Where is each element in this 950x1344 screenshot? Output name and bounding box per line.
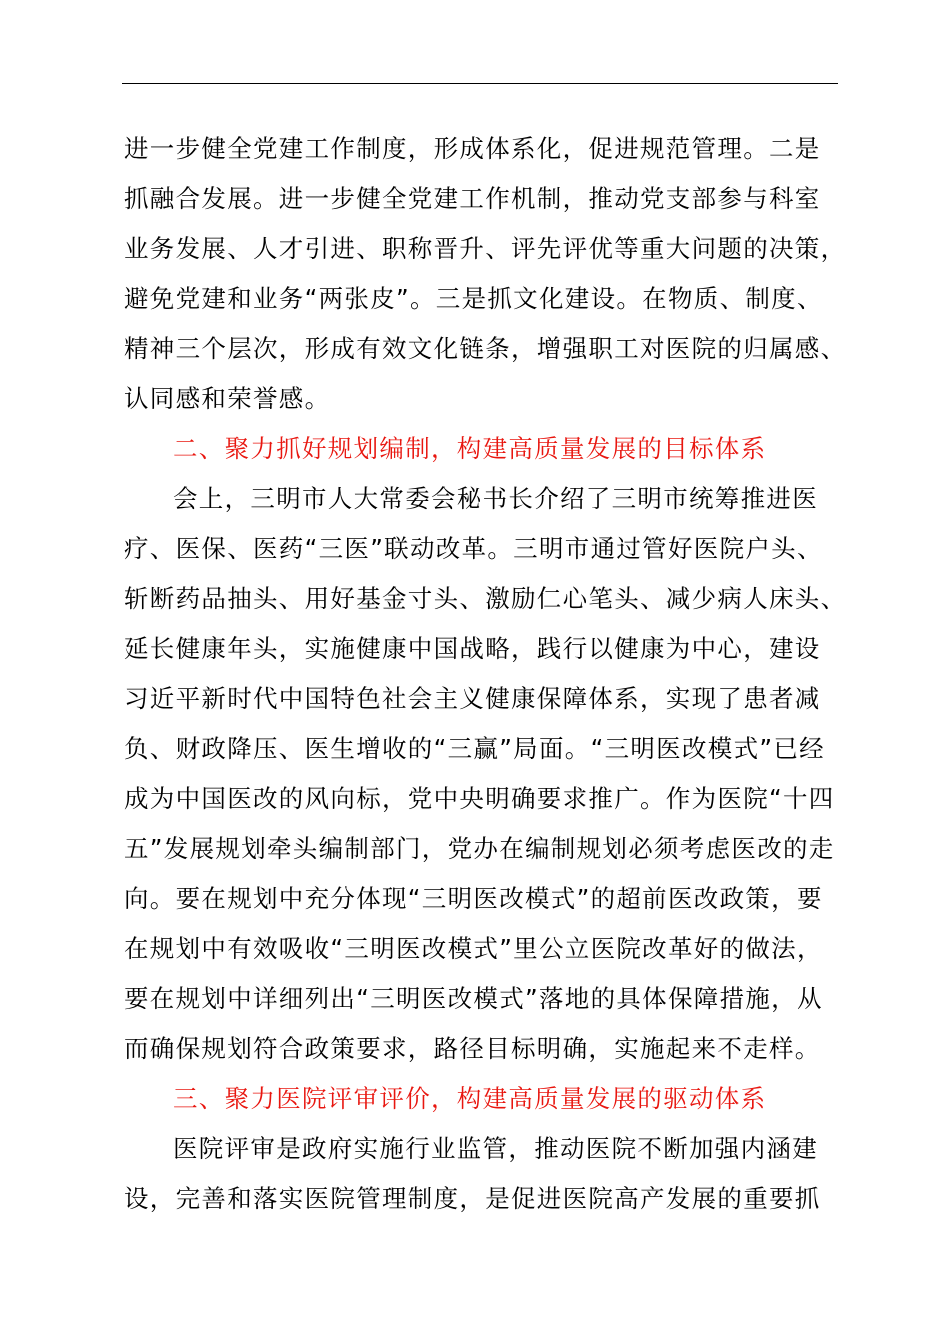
paragraph-line: 斩断药品抽头、用好基金寸头、激励仁心笔头、减少病人床头、 — [124, 584, 847, 613]
header-rule — [122, 83, 838, 84]
paragraph-line: 成为中国医改的风向标，党中央明确要求推广。作为医院“十四 — [124, 784, 835, 813]
paragraph-line: 业务发展、人才引进、职称晋升、评先评优等重大问题的决策， — [124, 234, 847, 263]
paragraph-line: 疗、医保、医药“三医”联动改革。三明市通过管好医院户头、 — [124, 534, 823, 563]
section-heading-2: 二、聚力抓好规划编制，构建高质量发展的目标体系 — [173, 434, 767, 463]
paragraph-line: 医院评审是政府实施行业监管，推动医院不断加强内涵建 — [173, 1134, 818, 1163]
paragraph-line: 延长健康年头，实施健康中国战略，践行以健康为中心，建设 — [124, 634, 821, 663]
paragraph-line: 会上，三明市人大常委会秘书长介绍了三明市统筹推进医 — [173, 484, 818, 513]
paragraph-line: 抓融合发展。进一步健全党建工作机制，推动党支部参与科室 — [124, 184, 821, 213]
paragraph-line: 而确保规划符合政策要求，路径目标明确，实施起来不走样。 — [124, 1034, 821, 1063]
paragraph-line: 负、财政降压、医生增收的“三赢”局面。“三明医改模式”已经 — [124, 734, 825, 763]
paragraph-line: 五”发展规划牵头编制部门，党办在编制规划必须考虑医改的走 — [124, 834, 835, 863]
paragraph-line: 设，完善和落实医院管理制度，是促进医院高产发展的重要抓 — [124, 1184, 821, 1213]
paragraph-line: 精神三个层次，形成有效文化链条，增强职工对医院的归属感、 — [124, 334, 847, 363]
paragraph-line: 在规划中有效吸收“三明医改模式”里公立医院改革好的做法， — [124, 934, 823, 963]
paragraph-line: 习近平新时代中国特色社会主义健康保障体系，实现了患者减 — [124, 684, 821, 713]
paragraph-line: 要在规划中详细列出“三明医改模式”落地的具体保障措施，从 — [124, 984, 823, 1013]
paragraph-line: 进一步健全党建工作制度，形成体系化，促进规范管理。二是 — [124, 134, 821, 163]
paragraph-line: 认同感和荣誉感。 — [124, 384, 331, 413]
paragraph-line: 向。要在规划中充分体现“三明医改模式”的超前医改政策，要 — [124, 884, 823, 913]
section-heading-3: 三、聚力医院评审评价，构建高质量发展的驱动体系 — [173, 1084, 767, 1113]
paragraph-line: 避免党建和业务“两张皮”。三是抓文化建设。在物质、制度、 — [124, 284, 823, 313]
